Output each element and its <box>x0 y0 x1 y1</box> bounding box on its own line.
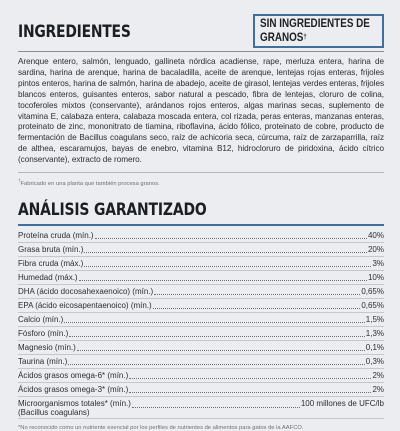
dot-leader <box>154 294 360 295</box>
row-label: DHA (ácido docosahexaenoico) (mín.) <box>18 286 154 296</box>
table-row <box>18 257 384 271</box>
dot-leader <box>129 378 371 379</box>
dot-leader <box>79 280 367 281</box>
row-value: 40% <box>367 230 384 240</box>
table-row <box>18 229 384 243</box>
row-label: Microorganismos totales* (mín.) <box>18 398 131 408</box>
row-value: 3% <box>372 258 384 268</box>
row-value: 2% <box>372 384 384 394</box>
row-label: Fibra cruda (máx.) <box>18 258 84 268</box>
row-label: Taurina (mín.) <box>18 356 68 366</box>
row-value: 10% <box>367 272 384 282</box>
dot-leader <box>68 364 364 365</box>
ingredients-title: INGREDIENTES <box>18 22 131 42</box>
table-row <box>18 369 384 383</box>
row-value: 0,1% <box>365 342 384 352</box>
dot-leader <box>129 392 371 393</box>
row-value: 0,65% <box>361 286 384 296</box>
analysis-footnote: *No reconocido como un nutriente esencial por los perfiles de nutrientes de alimentos para gatos de la AAFCO. <box>18 424 304 431</box>
dot-leader <box>84 266 371 267</box>
table-row <box>18 313 384 327</box>
table-row <box>18 341 384 355</box>
row-label: Magnesio (mín.) <box>18 342 76 352</box>
ingredients-list: Arenque entero, salmón, lenguado, gallineta nórdica acadiense, rape, merluza entera, harina de sardina, harina de arenque, harina de bacaladilla, aceite de arenque, lentejas rojas enteras, frijoles pintos enteros, harina de salmón, harina de abadejo, aceite de girasol, lentejas verdes enteras, frijoles blancos enteros, guisantes enteros, sabor natural a pescado, fibra de lentejas, cloruro de colina, tocoferoles mixtos (conservante), arándanos rojos enteros, algas marinas secas, suplemento de vitamina E, calabaza entera, calabaza moscada entera, col rizada, peras enteras, manzanas enteras, proteinato de zinc, mononitrato de tiamina, riboflavina, ácido fólico, proteinato de cobre, producto de fermentación de Bacillus coagulans seco, raíz de achicoria seca, cúrcuma, raíz de zarzaparrilla, raíz de althea, escaramujos, bayas de enebro, vitamina B12, hidrocloruro de piridoxina, ácido cítrico (conservante), extracto de romero. <box>18 57 384 165</box>
badge-line-2-text: GRANOS <box>260 31 304 44</box>
row-value: 0,3% <box>365 356 384 366</box>
grain-footnote-mark: † <box>18 178 21 184</box>
row-label: Ácidos grasos omega-3* (mín.) <box>18 384 129 394</box>
table-row <box>18 383 384 397</box>
dot-leader <box>64 322 364 323</box>
dot-leader <box>95 238 367 239</box>
dot-leader <box>132 407 300 408</box>
badge-line-1: SIN INGREDIENTES DE <box>260 18 370 30</box>
row-label: Humedad (máx.) <box>18 272 78 282</box>
row-value: 0,65% <box>361 300 384 310</box>
row-label-group <box>18 399 131 417</box>
row-label: Ácidos grasos omega-6* (mín.) <box>18 370 129 380</box>
row-value: 1,5% <box>365 314 384 324</box>
analysis-divider <box>18 224 384 226</box>
row-label: Proteína cruda (mín.) <box>18 230 94 240</box>
grain-free-badge <box>253 14 384 48</box>
row-label: Calcio (mín.) <box>18 314 64 324</box>
table-row <box>18 355 384 369</box>
table-row <box>18 327 384 341</box>
row-value: 20% <box>367 244 384 254</box>
row-label: Grasa bruta (mín.) <box>18 244 84 254</box>
table-row <box>18 285 384 299</box>
badge-dagger: † <box>303 33 307 41</box>
row-value: 2% <box>372 370 384 380</box>
dot-leader <box>153 308 361 309</box>
dot-leader <box>69 336 365 337</box>
table-row-microorganisms <box>18 397 384 419</box>
analysis-table <box>18 229 384 419</box>
ingredients-header <box>18 14 384 52</box>
grain-footnote <box>18 172 384 187</box>
label-panel <box>18 14 384 431</box>
table-row <box>18 271 384 285</box>
row-label: EPA (ácido eicosapentaenoico) (mín.) <box>18 300 152 310</box>
row-sublabel: (Bacillus coagulans) <box>18 407 90 417</box>
row-value: 1,3% <box>365 328 384 338</box>
dot-leader <box>84 252 367 253</box>
badge-line-2 <box>260 32 361 46</box>
dot-leader <box>77 350 365 351</box>
row-label: Fósforo (mín.) <box>18 328 69 338</box>
table-row <box>18 243 384 257</box>
table-row <box>18 299 384 313</box>
row-value: 100 millones de UFC/lb <box>300 398 384 408</box>
analysis-title: ANÁLISIS GARANTIZADO <box>18 199 207 220</box>
grain-footnote-text: Fabricado en una planta que también procesa granos. <box>20 180 160 187</box>
